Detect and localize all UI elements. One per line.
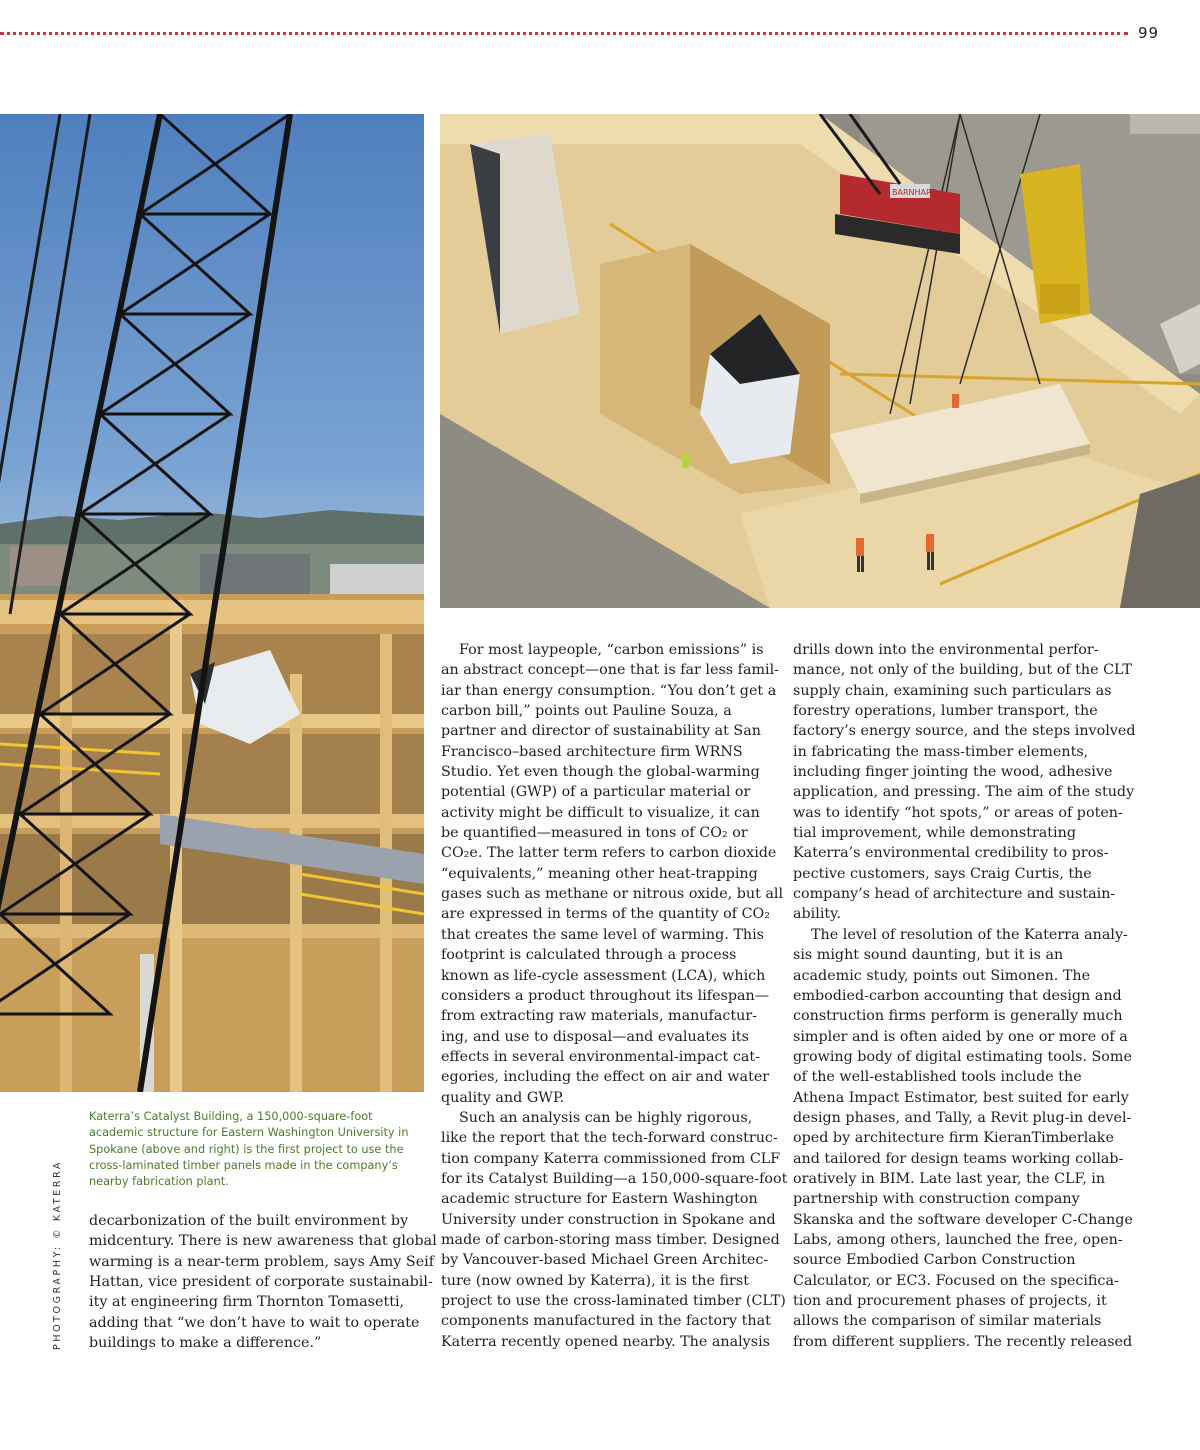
text-line: Francisco–based architecture firm WRNS [441, 743, 743, 760]
text-line: adding that “we don’t have to wait to operate [89, 1314, 420, 1331]
text-line: simpler and is often aided by one or more of a [793, 1028, 1128, 1045]
text-line: egories, including the effect on air and water [441, 1069, 770, 1086]
photo-deck-illustration [440, 114, 1200, 608]
text-line: quality and GWP. [441, 1089, 565, 1106]
text-line: application, and pressing. The aim of the study [793, 784, 1135, 801]
text-line: growing body of digital estimating tools. Some [793, 1048, 1132, 1065]
text-line: including finger jointing the wood, adhesive [793, 764, 1113, 781]
text-line: that creates the same level of warming. This [441, 926, 765, 943]
text-line: considers a product throughout its lifespan— [441, 987, 770, 1004]
text-line: effects in several environmental-impact cat- [441, 1048, 760, 1065]
text-line: oped by architecture firm KieranTimberlake [793, 1130, 1114, 1147]
text-line: decarbonization of the built environment by [89, 1213, 409, 1229]
text-line: partner and director of sustainability at San [441, 723, 761, 740]
text-line: mance, not only of the building, but of the CLT [793, 662, 1132, 679]
text-line: an abstract concept—one that is far less famil- [441, 662, 780, 679]
text-line: iar than energy consumption. “You don’t get a [441, 682, 777, 699]
photo-crane-illustration [0, 114, 424, 1092]
text-line: Labs, among others, launched the free, open- [793, 1231, 1123, 1248]
text-line: factory’s energy source, and the steps involved [793, 723, 1136, 740]
text-line: tion and procurement phases of projects, it [793, 1293, 1107, 1309]
text-line: Katerra recently opened nearby. The analysis [441, 1333, 770, 1350]
text-line: of the well-established tools include the [793, 1069, 1082, 1086]
text-line: drills down into the environmental perfor- [793, 642, 1099, 658]
text-line: midcentury. There is new awareness that global [89, 1233, 437, 1250]
text-line: made of carbon-storing mass timber. Designed [441, 1231, 780, 1248]
text-line: by Vancouver-based Michael Green Architec- [441, 1252, 769, 1269]
text-line: tial improvement, while demonstrating [793, 825, 1076, 842]
text-line: gases such as methane or nitrous oxide, but all [441, 886, 784, 903]
text-line: ing, and use to disposal—and evaluates its [441, 1028, 749, 1045]
text-line: construction firms perform is generally much [793, 1008, 1123, 1025]
text-line: from extracting raw materials, manufactur- [441, 1008, 757, 1025]
header-dotted-rule [0, 32, 1128, 35]
text-line: buildings to make a difference.” [89, 1335, 322, 1352]
text-line: embodied-carbon accounting that design and [793, 987, 1122, 1004]
text-line: tion company Katerra commissioned from CLF [441, 1150, 781, 1167]
body-column-1 [89, 1211, 437, 1353]
text-line: in fabricating the mass-timber elements, [793, 743, 1089, 760]
text-line: The level of resolution of the Katerra analy- [811, 926, 1128, 943]
text-line: allows the comparison of similar materials [793, 1313, 1102, 1330]
text-line: pective customers, says Craig Curtis, the [793, 865, 1092, 882]
text-line: Such an analysis can be highly rigorous, [459, 1109, 753, 1126]
text-line: Skanska and the software developer C-Change [793, 1211, 1133, 1228]
body-column-3 [793, 640, 1136, 1352]
photo-clt-deck-aerial [440, 114, 1200, 608]
text-line: partnership with construction company [793, 1191, 1080, 1208]
text-line: design phases, and Tally, a Revit plug-in devel- [793, 1109, 1132, 1126]
text-line: Katerra’s environmental credibility to pros- [793, 845, 1109, 862]
text-line: academic study, points out Simonen. The [793, 967, 1091, 984]
text-line: “equivalents,” meaning other heat-trapping [441, 865, 758, 882]
text-line: CO₂e. The latter term refers to carbon dioxide [441, 845, 777, 862]
text-line: like the report that the tech-forward construc- [441, 1130, 778, 1147]
text-line: was to identify “hot spots,” or areas of poten- [793, 804, 1123, 821]
text-line: ity at engineering firm Thornton Tomasetti, [89, 1294, 405, 1311]
photo-caption: Katerra’s Catalyst Building, a 150,000-square-foot academic structure for Eastern Washington University in Spokane (above and right) is the first project to use the cross-laminated timber panels made in the company’s nearby fabrication plant. [89, 1110, 409, 1189]
text-line: and tailored for design teams working collab- [793, 1150, 1124, 1167]
page-number: 99 [1138, 24, 1160, 42]
text-line: be quantified—measured in tons of CO₂ or [441, 825, 748, 842]
text-line: footprint is calculated through a process [441, 947, 737, 964]
text-line: academic structure for Eastern Washington [441, 1191, 758, 1208]
text-line: Calculator, or EC3. Focused on the specifica- [793, 1272, 1119, 1289]
crane-label-text: BARNHART [892, 188, 936, 197]
text-line: For most laypeople, “carbon emissions” is [459, 642, 764, 658]
text-line: company’s head of architecture and sustain- [793, 886, 1116, 903]
photo-crane-timber-frame [0, 114, 424, 1092]
text-line: ability. [793, 906, 841, 923]
text-line: University under construction in Spokane and [441, 1211, 776, 1228]
text-line: oratively in BIM. Late last year, the CLF, in [793, 1170, 1106, 1187]
text-line: Hattan, vice president of corporate sustainabil- [89, 1274, 433, 1291]
text-line: forestry operations, lumber transport, the [793, 703, 1098, 720]
text-line: carbon bill,” points out Pauline Souza, a [441, 703, 732, 720]
body-column-2 [441, 640, 788, 1352]
text-line: project to use the cross-laminated timber (CLT) [441, 1293, 786, 1309]
text-line: from different suppliers. The recently released [793, 1333, 1133, 1350]
text-line: are expressed in terms of the quantity of CO₂ [441, 906, 770, 923]
text-line: Studio. Yet even though the global-warming [441, 764, 760, 781]
text-line: components manufactured in the factory that [441, 1313, 771, 1330]
text-line: for its Catalyst Building—a 150,000-square-foot [441, 1170, 788, 1187]
text-line: activity might be difficult to visualize, it can [441, 804, 760, 821]
text-line: Athena Impact Estimator, best suited for early [793, 1089, 1129, 1106]
photo-credit: PHOTOGRAPHY: © KATERRA [52, 1159, 63, 1350]
text-line: warming is a near-term problem, says Amy Seif [89, 1253, 435, 1270]
text-line: supply chain, examining such particulars as [793, 682, 1112, 699]
text-line: known as life-cycle assessment (LCA), which [441, 967, 766, 984]
text-line: potential (GWP) of a particular material or [441, 784, 751, 801]
text-line: sis might sound daunting, but it is an [793, 947, 1064, 964]
text-line: ture (now owned by Katerra), it is the first [441, 1272, 749, 1289]
text-line: source Embodied Carbon Construction [793, 1252, 1076, 1269]
